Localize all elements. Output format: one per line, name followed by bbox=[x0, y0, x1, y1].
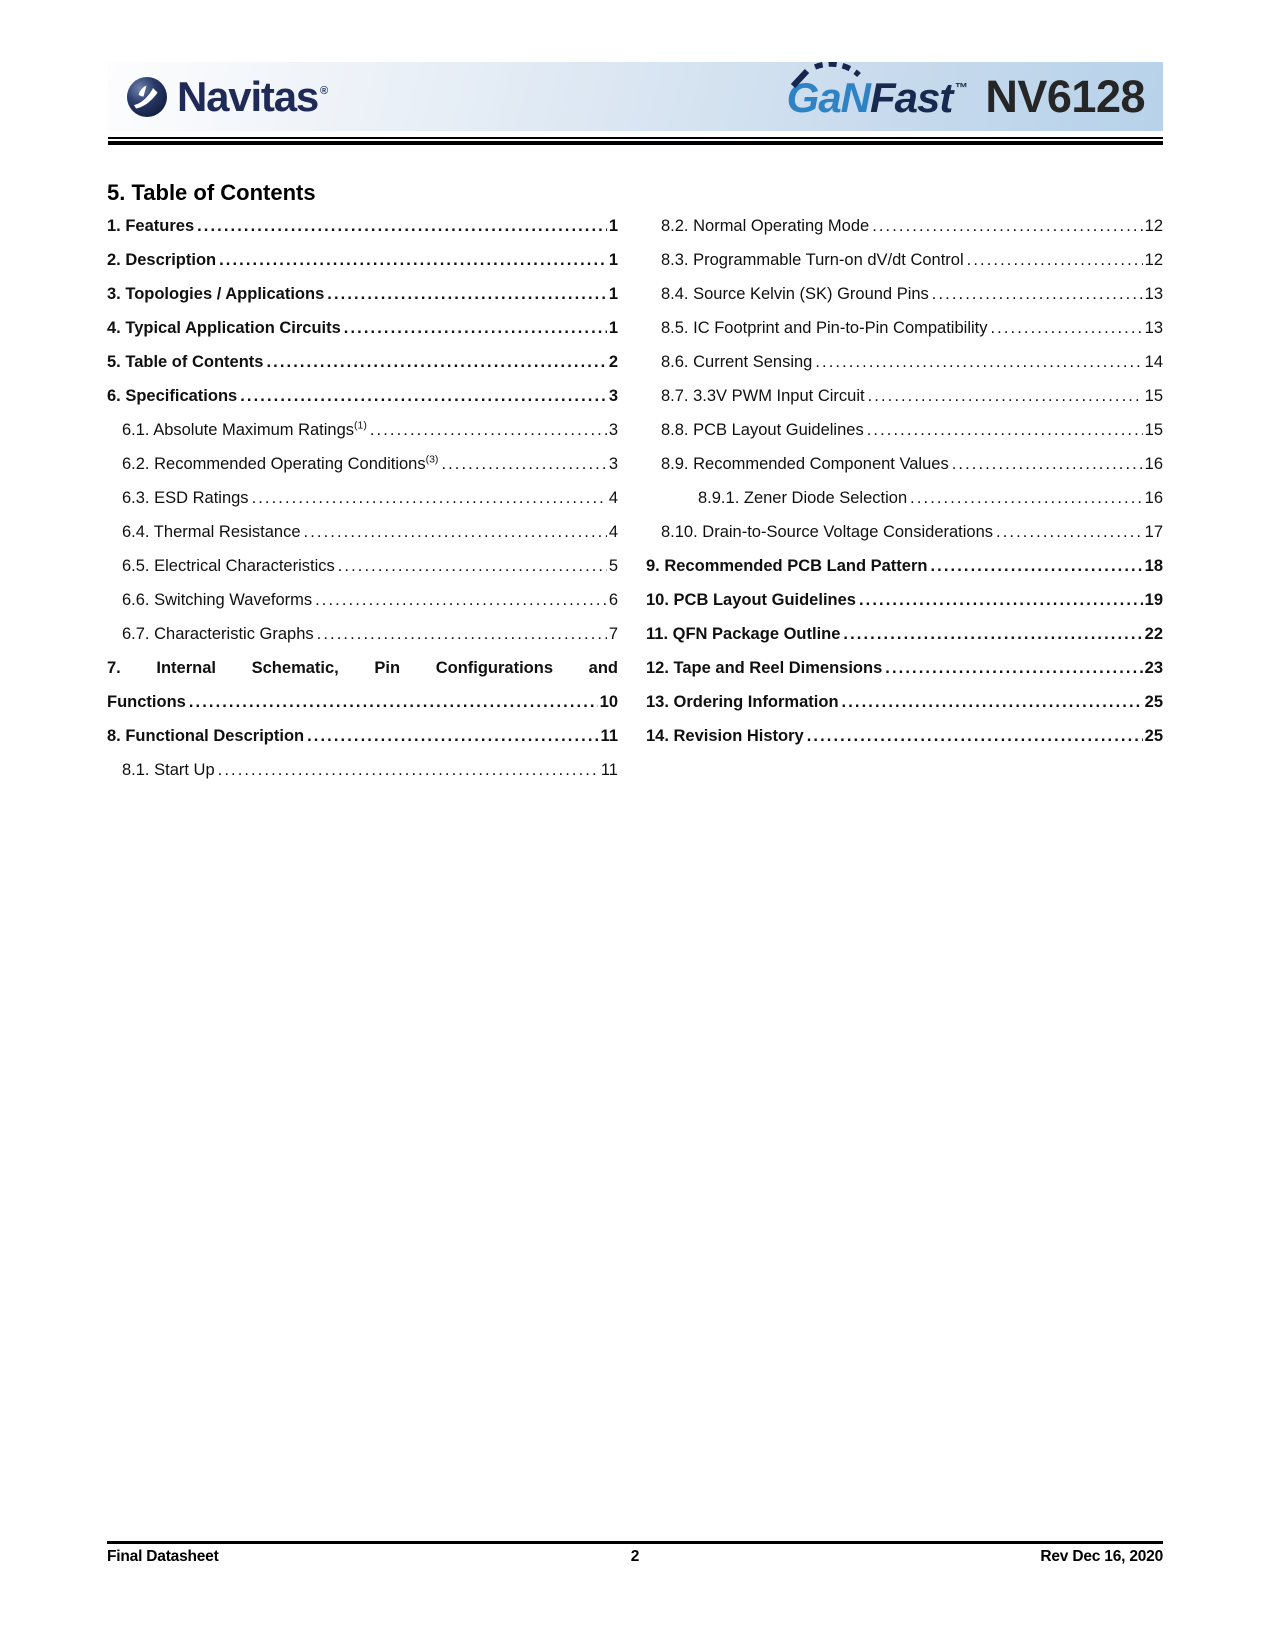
toc-leader-dots bbox=[932, 277, 1143, 311]
toc-leader-dots bbox=[252, 481, 607, 515]
toc-entry bbox=[107, 447, 618, 481]
toc-leader-dots bbox=[930, 549, 1142, 583]
toc-entry-label: 6.4. Thermal Resistance bbox=[122, 523, 301, 541]
toc-entry-page: 25 bbox=[1144, 693, 1163, 711]
toc-entry-label: 12. Tape and Reel Dimensions bbox=[646, 659, 883, 677]
navitas-wordmark bbox=[177, 72, 329, 120]
toc-entry bbox=[107, 345, 618, 379]
toc-entry-page: 3 bbox=[608, 421, 618, 439]
toc-entry-label: 6. Specifications bbox=[107, 387, 238, 405]
toc-entry bbox=[646, 481, 1163, 515]
toc-entry-page: 25 bbox=[1144, 727, 1163, 745]
registered-mark: ® bbox=[320, 84, 329, 97]
toc-entry-page: 3 bbox=[608, 455, 618, 473]
toc-entry bbox=[646, 583, 1163, 617]
toc-entry bbox=[107, 379, 618, 413]
toc-entry-label: 6.1. Absolute Maximum Ratings$^{(1)}$ bbox=[122, 419, 367, 439]
toc-leader-dots bbox=[996, 515, 1143, 549]
toc-entry-label: 6.5. Electrical Characteristics bbox=[122, 557, 335, 575]
toc-entry-page: 14 bbox=[1144, 353, 1163, 371]
toc-entry-label: 8.3. Programmable Turn-on dV/dt Control bbox=[661, 251, 964, 269]
toc-entry bbox=[107, 311, 618, 345]
toc-entry-label: 3. Topologies / Applications bbox=[107, 285, 325, 303]
toc-entry-label: 11. QFN Package Outline bbox=[646, 625, 841, 643]
toc-entry-page: 16 bbox=[1144, 455, 1163, 473]
toc-leader-dots bbox=[315, 583, 607, 617]
toc-leader-dots bbox=[859, 583, 1143, 617]
toc-entry bbox=[646, 413, 1163, 447]
toc-leader-dots bbox=[952, 447, 1143, 481]
toc-leader-dots bbox=[218, 753, 599, 787]
toc-entry bbox=[646, 617, 1163, 651]
header-divider bbox=[108, 137, 1163, 145]
toc-entry-label: 8.7. 3.3V PWM Input Circuit bbox=[661, 387, 865, 405]
toc-entry-label: 6.7. Characteristic Graphs bbox=[122, 625, 314, 643]
toc-entry-page: 5 bbox=[608, 557, 618, 575]
navitas-logo-icon bbox=[126, 76, 168, 118]
toc-leader-dots bbox=[317, 617, 607, 651]
toc-leader-dots bbox=[197, 209, 607, 243]
toc-leader-dots bbox=[815, 345, 1142, 379]
toc-leader-dots bbox=[219, 243, 607, 277]
part-number: NV6128 bbox=[985, 71, 1145, 122]
page-footer bbox=[107, 1541, 1163, 1566]
toc-leader-dots bbox=[868, 379, 1143, 413]
toc-entry-label: 8.9.1. Zener Diode Selection bbox=[698, 489, 908, 507]
toc-leader-dots bbox=[990, 311, 1142, 345]
toc-entry-page: 12 bbox=[1144, 217, 1163, 235]
toc-entry-page: 13 bbox=[1144, 319, 1163, 337]
toc-entry-page: 16 bbox=[1144, 489, 1163, 507]
toc-leader-dots bbox=[867, 413, 1143, 447]
toc-entry-page: 2 bbox=[608, 353, 618, 371]
toc-entry bbox=[646, 345, 1163, 379]
toc-entry-label: 10. PCB Layout Guidelines bbox=[646, 591, 856, 609]
toc-leader-dots bbox=[967, 243, 1143, 277]
toc-leader-dots bbox=[304, 515, 607, 549]
toc-entry-label: 13. Ordering Information bbox=[646, 693, 839, 711]
toc-entry-label: 2. Description bbox=[107, 251, 217, 269]
toc-entry-wrapped-line1: 7. Internal Schematic, Pin Configurations and bbox=[107, 659, 618, 677]
ganfast-fast-text: Fast bbox=[870, 74, 953, 121]
toc-leader-dots bbox=[843, 617, 1142, 651]
footnote-ref: (3) bbox=[425, 453, 439, 466]
toc-entry-page: 1 bbox=[608, 319, 618, 337]
ganfast-wordmark bbox=[786, 74, 968, 121]
toc-entry-label: 5. Table of Contents bbox=[107, 353, 264, 371]
toc-entry bbox=[646, 515, 1163, 549]
toc-leader-dots bbox=[307, 719, 598, 753]
toc-leader-dots bbox=[338, 549, 607, 583]
toc-entry bbox=[107, 243, 618, 277]
footer-doc-status: Final Datasheet bbox=[107, 1548, 219, 1565]
toc-entry-wrapped-line2 bbox=[107, 685, 618, 719]
toc-entry-page: 19 bbox=[1144, 591, 1163, 609]
toc-entry-label: 14. Revision History bbox=[646, 727, 804, 745]
toc-leader-dots bbox=[885, 651, 1142, 685]
toc-entry-page: 6 bbox=[608, 591, 618, 609]
navitas-wordmark-text: Navitas bbox=[177, 72, 319, 120]
toc-entry bbox=[646, 311, 1163, 345]
toc-entry-label: 8.10. Drain-to-Source Voltage Considerations bbox=[661, 523, 994, 541]
toc-leader-dots bbox=[441, 447, 606, 481]
toc-entry-page: 15 bbox=[1144, 387, 1163, 405]
toc-entry bbox=[107, 617, 618, 651]
toc-entry bbox=[646, 209, 1163, 243]
toc-entry bbox=[646, 379, 1163, 413]
toc-entry-label: Functions bbox=[107, 693, 186, 711]
toc-entry bbox=[107, 719, 618, 753]
toc-entry-label: 6.6. Switching Waveforms bbox=[122, 591, 313, 609]
toc-entry-label: 1. Features bbox=[107, 217, 195, 235]
toc-leader-dots bbox=[910, 481, 1143, 515]
toc-entry bbox=[646, 685, 1163, 719]
toc-entry bbox=[646, 447, 1163, 481]
toc-entry-label: 9. Recommended PCB Land Pattern bbox=[646, 557, 928, 575]
toc-entry-page: 4 bbox=[608, 489, 618, 507]
toc-entry-page: 15 bbox=[1144, 421, 1163, 439]
page-title: 5. Table of Contents bbox=[107, 180, 316, 205]
toc-column-right bbox=[646, 209, 1163, 753]
toc-entry bbox=[107, 515, 618, 549]
toc-entry bbox=[646, 549, 1163, 583]
toc-entry-page: 12 bbox=[1144, 251, 1163, 269]
toc-leader-dots bbox=[344, 311, 607, 345]
toc-entry-page: 22 bbox=[1144, 625, 1163, 643]
header-band bbox=[108, 62, 1163, 131]
toc-entry-page: 23 bbox=[1144, 659, 1163, 677]
toc-entry bbox=[646, 243, 1163, 277]
toc-entry-label: 8.5. IC Footprint and Pin-to-Pin Compatibility bbox=[661, 319, 988, 337]
toc-entry-page: 10 bbox=[599, 693, 618, 711]
toc-entry bbox=[107, 481, 618, 515]
toc-leader-dots bbox=[189, 685, 598, 719]
toc-entry-label: 8.1. Start Up bbox=[122, 761, 215, 779]
toc-entry-page: 3 bbox=[608, 387, 618, 405]
footer-revision: Rev Dec 16, 2020 bbox=[1040, 1548, 1164, 1565]
toc-leader-dots bbox=[266, 345, 606, 379]
toc-entry-page: 11 bbox=[600, 761, 618, 779]
toc-entry-label: 8.2. Normal Operating Mode bbox=[661, 217, 870, 235]
toc-entry bbox=[107, 209, 618, 243]
toc-entry bbox=[107, 583, 618, 617]
toc-entry-page: 4 bbox=[608, 523, 618, 541]
toc-entry-page: 17 bbox=[1144, 523, 1163, 541]
toc-leader-dots bbox=[872, 209, 1142, 243]
toc-leader-dots bbox=[807, 719, 1143, 753]
toc-entry bbox=[107, 549, 618, 583]
toc-leader-dots bbox=[327, 277, 607, 311]
footnote-ref: (1) bbox=[354, 419, 367, 432]
toc-entry bbox=[107, 413, 618, 447]
speedometer-icon bbox=[785, 62, 865, 88]
toc-leader-dots bbox=[370, 413, 607, 447]
toc-entry-label: 4. Typical Application Circuits bbox=[107, 319, 341, 337]
toc-leader-dots bbox=[842, 685, 1143, 719]
toc-entry bbox=[646, 651, 1163, 685]
toc-entry bbox=[646, 719, 1163, 753]
product-logo bbox=[786, 71, 1145, 122]
toc-column-left bbox=[107, 209, 618, 787]
toc-entry bbox=[107, 277, 618, 311]
toc-entry-page: 1 bbox=[608, 251, 618, 269]
toc-entry-label: 8.8. PCB Layout Guidelines bbox=[661, 421, 864, 439]
toc-leader-dots bbox=[240, 379, 607, 413]
ganfast-gan-text: GaN bbox=[786, 74, 871, 121]
toc-entry-label: 8.9. Recommended Component Values bbox=[661, 455, 949, 473]
toc-entry-label: 8.4. Source Kelvin (SK) Ground Pins bbox=[661, 285, 929, 303]
toc-entry-label: 6.2. Recommended Operating Conditions$^{(3)}$ bbox=[122, 453, 439, 473]
toc-entry-page: 7 bbox=[608, 625, 618, 643]
toc-entry-label: 6.3. ESD Ratings bbox=[122, 489, 249, 507]
toc-entry-label: 8. Functional Description bbox=[107, 727, 305, 745]
toc-entry-page: 11 bbox=[600, 727, 618, 745]
toc-entry-label: 8.6. Current Sensing bbox=[661, 353, 813, 371]
toc-entry bbox=[646, 277, 1163, 311]
toc-entry-page: 18 bbox=[1144, 557, 1163, 575]
trademark-symbol: ™ bbox=[954, 80, 968, 95]
toc-entry-page: 1 bbox=[608, 285, 618, 303]
navitas-logo bbox=[126, 72, 329, 120]
toc-entry-page: 13 bbox=[1144, 285, 1163, 303]
toc-entry-page: 1 bbox=[608, 217, 618, 235]
footer-page-number: 2 bbox=[630, 1548, 640, 1565]
toc-entry bbox=[107, 753, 618, 787]
